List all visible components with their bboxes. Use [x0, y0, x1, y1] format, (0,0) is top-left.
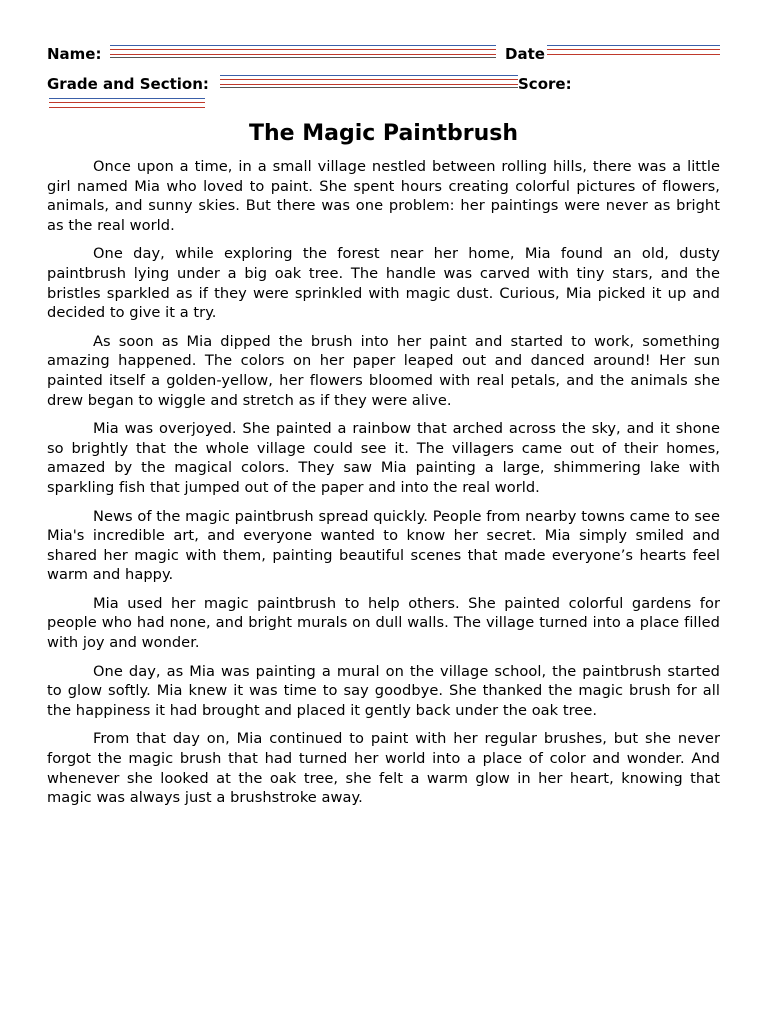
- story-paragraph: Mia was overjoyed. She painted a rainbow that arched across the sky, and it shone so brightly that the whole village could see it. The villagers came out of their homes, amazed by the magical colors. They saw Mia painting a large, shimmering lake with sparkling fish that jumped out of the paper and into the real world.: [47, 420, 720, 496]
- story-paragraph: As soon as Mia dipped the brush into her paint and started to work, something amazing happened. The colors on her paper leaped out and danced around! Her sun painted itself a golden-yellow, her flowers bloomed with real petals, and the animals she drew began to wiggle and stretch as if they were alive.: [47, 332, 720, 409]
- score-field[interactable]: [49, 98, 205, 108]
- name-label: Name:: [47, 45, 102, 63]
- score-label: Score:: [518, 75, 572, 93]
- date-label: Date: [505, 45, 545, 63]
- name-field[interactable]: [110, 45, 496, 55]
- story-paragraph: Once upon a time, in a small village nestled between rolling hills, there was a little girl named Mia who loved to paint. She spent hours creating colorful pictures of flowers, animals, and sunny skies. But there was one problem: her paintings were never as bright as the real world.: [47, 158, 720, 234]
- story-paragraph: News of the magic paintbrush spread quickly. People from nearby towns came to see Mia's incredible art, and everyone wanted to know her secret. Mia simply smiled and shared her magic with them, painting beautiful scenes that made everyone’s hearts feel warm and happy.: [47, 507, 720, 584]
- story-paragraph: Mia used her magic paintbrush to help others. She painted colorful gardens for people who had none, and bright murals on dull walls. The village turned into a place filled with joy and wonder.: [47, 594, 720, 652]
- grade-section-field[interactable]: [220, 75, 518, 85]
- story-title: The Magic Paintbrush: [248, 121, 519, 146]
- story-paragraph: One day, while exploring the forest near her home, Mia found an old, dusty paintbrush lying under a big oak tree. The handle was carved with tiny stars, and the bristles sparkled as if they were sprinkled with magic dust. Curious, Mia picked it up and decided to give it a try.: [47, 245, 720, 322]
- story-paragraph: From that day on, Mia continued to paint with her regular brushes, but she never forgot the magic brush that had turned her world into a place of color and wonder. And whenever she looked at the oak tree, she felt a warm glow in her heart, knowing that magic was always just a brushstroke away.: [47, 730, 720, 807]
- grade-section-label: Grade and Section:: [47, 75, 209, 93]
- story-body: [47, 157, 720, 817]
- date-field[interactable]: [547, 45, 720, 55]
- name-date-row: [47, 45, 720, 75]
- story-paragraph: One day, as Mia was painting a mural on the village school, the paintbrush started to glow softly. Mia knew it was time to say goodbye. She thanked the magic brush for all the happiness it had brought and placed it gently back under the oak tree.: [47, 662, 720, 719]
